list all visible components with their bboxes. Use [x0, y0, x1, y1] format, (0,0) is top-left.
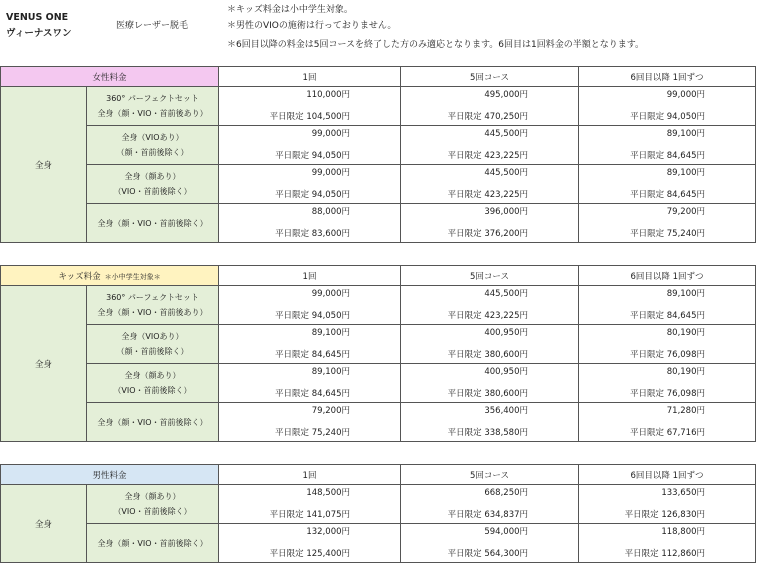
weekday-price: 平日限定 76,098円	[630, 389, 705, 399]
menu-cell	[87, 325, 219, 364]
weekday-price: 平日限定 84,645円	[630, 311, 705, 321]
table-row	[1, 126, 756, 165]
menu-cell	[87, 204, 219, 243]
area-cell: 全身	[1, 485, 87, 563]
price-stack	[219, 364, 400, 402]
weekday-price: 平日限定 141,075円	[269, 510, 351, 520]
section-title: 女性料金	[92, 72, 127, 83]
price-cell	[579, 485, 756, 524]
regular-price: 99,000円	[311, 129, 351, 139]
price-stack	[219, 325, 400, 363]
table-row	[1, 325, 756, 364]
price-cell	[401, 485, 579, 524]
menu-line: 360° パーフェクトセット	[106, 293, 199, 302]
price-cell	[401, 325, 579, 364]
price-table-kids	[0, 265, 756, 442]
price-stack	[401, 403, 578, 441]
section-title: キッズ料金	[58, 271, 101, 282]
price-cell	[401, 524, 579, 563]
weekday-price: 平日限定 634,837円	[447, 510, 529, 520]
weekday-price: 平日限定 94,050円	[275, 190, 351, 200]
menu-cell	[87, 87, 219, 126]
regular-price: 400,950円	[484, 328, 528, 338]
price-cell	[579, 165, 756, 204]
price-cell	[401, 165, 579, 204]
price-stack	[579, 364, 755, 402]
menu-line: 全身（顔・VIO・首前後あり）	[97, 308, 208, 317]
price-stack	[219, 87, 400, 125]
price-stack	[579, 403, 755, 441]
weekday-price: 平日限定 94,050円	[275, 151, 351, 161]
regular-price: 594,000円	[484, 527, 529, 537]
price-cell	[219, 204, 401, 243]
header-row	[1, 266, 756, 286]
price-stack	[401, 325, 578, 363]
weekday-price: 平日限定 423,225円	[447, 311, 528, 321]
price-cell	[579, 126, 756, 165]
menu-line: （顔・首前後除く）	[116, 148, 189, 157]
price-stack	[401, 485, 578, 523]
weekday-price: 平日限定 376,200円	[447, 229, 529, 239]
weekday-price: 平日限定 423,225円	[447, 151, 529, 161]
section-title-cell	[1, 465, 219, 485]
price-cell	[579, 286, 756, 325]
regular-price: 133,650円	[661, 488, 706, 498]
regular-price: 400,950円	[484, 367, 528, 377]
category-title: 医療レーザー脱毛	[116, 21, 189, 31]
regular-price: 99,000円	[311, 289, 350, 299]
column-header: 5回コース	[401, 266, 579, 286]
column-header: 1回	[219, 465, 401, 485]
price-table-women	[0, 66, 756, 243]
price-cell	[219, 364, 401, 403]
regular-price: 99,000円	[311, 168, 351, 178]
weekday-price: 平日限定 564,300円	[447, 549, 529, 559]
menu-line: 全身（VIOあり）	[121, 332, 184, 341]
column-header: 6回目以降 1回ずつ	[579, 67, 756, 87]
price-stack	[579, 325, 755, 363]
regular-price: 80,190円	[666, 367, 705, 377]
price-cell	[401, 403, 579, 442]
table-row	[1, 524, 756, 563]
weekday-price: 平日限定 84,645円	[275, 350, 350, 360]
price-cell	[219, 325, 401, 364]
regular-price: 80,190円	[666, 328, 705, 338]
price-stack	[401, 126, 578, 164]
weekday-price: 平日限定 380,600円	[447, 389, 528, 399]
table-row	[1, 403, 756, 442]
menu-line: 全身（顔あり）	[124, 172, 181, 181]
weekday-price: 平日限定 84,645円	[630, 190, 706, 200]
regular-price: 668,250円	[484, 488, 529, 498]
price-cell	[219, 87, 401, 126]
weekday-price: 平日限定 112,860円	[624, 549, 706, 559]
price-cell	[401, 286, 579, 325]
price-stack	[219, 286, 400, 324]
price-cell	[219, 524, 401, 563]
price-stack	[219, 165, 400, 203]
price-cell	[219, 485, 401, 524]
price-cell	[401, 126, 579, 165]
price-stack	[401, 204, 578, 242]
regular-price: 89,100円	[666, 129, 706, 139]
area-cell: 全身	[1, 286, 87, 442]
price-cell	[401, 204, 579, 243]
price-stack	[219, 485, 400, 523]
menu-line: （VIO・首前後除く）	[113, 187, 192, 196]
regular-price: 132,000円	[306, 527, 351, 537]
price-cell	[579, 364, 756, 403]
weekday-price: 平日限定 126,830円	[624, 510, 706, 520]
column-header: 1回	[219, 266, 401, 286]
weekday-price: 平日限定 338,580円	[447, 428, 528, 438]
price-cell	[219, 165, 401, 204]
table-row	[1, 286, 756, 325]
column-header: 5回コース	[401, 67, 579, 87]
table-row	[1, 87, 756, 126]
brand	[6, 10, 72, 42]
weekday-price: 平日限定 125,400円	[269, 549, 351, 559]
area-cell: 全身	[1, 87, 87, 243]
note-2: ＊男性のVIOの施術は行っておりません。	[227, 21, 397, 31]
regular-price: 396,000円	[484, 207, 529, 217]
weekday-price: 平日限定 67,716円	[630, 428, 705, 438]
price-stack	[401, 286, 578, 324]
section-title: 男性料金	[92, 470, 127, 481]
price-cell	[579, 204, 756, 243]
regular-price: 445,500円	[484, 289, 528, 299]
regular-price: 89,100円	[311, 367, 350, 377]
price-stack	[579, 87, 755, 125]
section-subtitle: ＊小中学生対象＊	[104, 272, 161, 281]
price-cell	[219, 403, 401, 442]
regular-price: 148,500円	[306, 488, 351, 498]
price-cell	[219, 286, 401, 325]
menu-line: 全身（顔あり）	[124, 492, 181, 501]
price-stack	[219, 524, 400, 562]
weekday-price: 平日限定 104,500円	[269, 112, 351, 122]
price-stack	[219, 126, 400, 164]
note-3: ＊6回目以降の料金は5回コースを終了した方のみ適応となります。6回目は1回料金の半額となります。	[227, 40, 645, 50]
menu-cell	[87, 403, 219, 442]
price-stack	[401, 364, 578, 402]
regular-price: 445,500円	[484, 168, 529, 178]
price-cell	[579, 87, 756, 126]
price-stack	[579, 485, 755, 523]
menu-line: 全身（顔・VIO・首前後除く）	[97, 218, 208, 228]
table-row	[1, 204, 756, 243]
price-stack	[579, 524, 755, 562]
menu-line: （顔・首前後除く）	[116, 347, 189, 356]
regular-price: 89,100円	[666, 289, 705, 299]
menu-line: 全身（VIOあり）	[121, 133, 184, 142]
table-row	[1, 364, 756, 403]
section-title-cell	[1, 67, 219, 87]
price-cell	[579, 325, 756, 364]
menu-line: 全身（顔・VIO・首前後あり）	[97, 109, 208, 118]
regular-price: 79,200円	[666, 207, 706, 217]
price-cell	[579, 403, 756, 442]
regular-price: 356,400円	[484, 406, 528, 416]
menu-cell	[87, 286, 219, 325]
menu-cell	[87, 485, 219, 524]
price-stack	[579, 165, 755, 203]
regular-price: 88,000円	[311, 207, 351, 217]
column-header: 5回コース	[401, 465, 579, 485]
menu-line: 全身（顔・VIO・首前後除く）	[97, 538, 208, 548]
weekday-price: 平日限定 75,240円	[630, 229, 706, 239]
price-cell	[401, 364, 579, 403]
menu-line: （VIO・首前後除く）	[113, 507, 192, 516]
regular-price: 495,000円	[484, 90, 529, 100]
column-header: 6回目以降 1回ずつ	[579, 465, 756, 485]
section-title-cell	[1, 266, 219, 286]
price-cell	[219, 126, 401, 165]
price-stack	[579, 126, 755, 164]
column-header: 1回	[219, 67, 401, 87]
regular-price: 89,100円	[311, 328, 350, 338]
weekday-price: 平日限定 94,050円	[630, 112, 706, 122]
table-row	[1, 485, 756, 524]
price-stack	[579, 286, 755, 324]
header-row	[1, 67, 756, 87]
price-cell	[401, 87, 579, 126]
note-1: ＊キッズ料金は小中学生対象。	[227, 5, 353, 15]
price-cell	[579, 524, 756, 563]
price-stack	[219, 204, 400, 242]
regular-price: 71,280円	[666, 406, 705, 416]
menu-line: 全身（顔あり）	[124, 371, 181, 380]
price-table-men	[0, 464, 756, 563]
column-header: 6回目以降 1回ずつ	[579, 266, 756, 286]
weekday-price: 平日限定 470,250円	[447, 112, 529, 122]
menu-line: （VIO・首前後除く）	[113, 386, 192, 395]
price-stack	[219, 403, 400, 441]
weekday-price: 平日限定 94,050円	[275, 311, 350, 321]
weekday-price: 平日限定 423,225円	[447, 190, 529, 200]
price-stack	[579, 204, 755, 242]
menu-cell	[87, 165, 219, 204]
regular-price: 99,000円	[666, 90, 706, 100]
weekday-price: 平日限定 83,600円	[275, 229, 351, 239]
regular-price: 118,800円	[661, 527, 706, 537]
regular-price: 79,200円	[311, 406, 350, 416]
weekday-price: 平日限定 380,600円	[447, 350, 528, 360]
regular-price: 110,000円	[306, 90, 351, 100]
brand-name-ja: ヴィーナスワン	[6, 28, 72, 39]
menu-cell	[87, 524, 219, 563]
menu-line: 360° パーフェクトセット	[106, 94, 199, 103]
table-row	[1, 165, 756, 204]
regular-price: 89,100円	[666, 168, 706, 178]
weekday-price: 平日限定 75,240円	[275, 428, 350, 438]
weekday-price: 平日限定 84,645円	[275, 389, 350, 399]
weekday-price: 平日限定 76,098円	[630, 350, 705, 360]
price-stack	[401, 87, 578, 125]
header-row	[1, 465, 756, 485]
regular-price: 445,500円	[484, 129, 529, 139]
weekday-price: 平日限定 84,645円	[630, 151, 706, 161]
price-stack	[401, 165, 578, 203]
price-stack	[401, 524, 578, 562]
menu-line: 全身（顔・VIO・首前後除く）	[97, 417, 208, 427]
menu-cell	[87, 364, 219, 403]
menu-cell	[87, 126, 219, 165]
brand-name-en: VENUS ONE	[6, 12, 69, 23]
